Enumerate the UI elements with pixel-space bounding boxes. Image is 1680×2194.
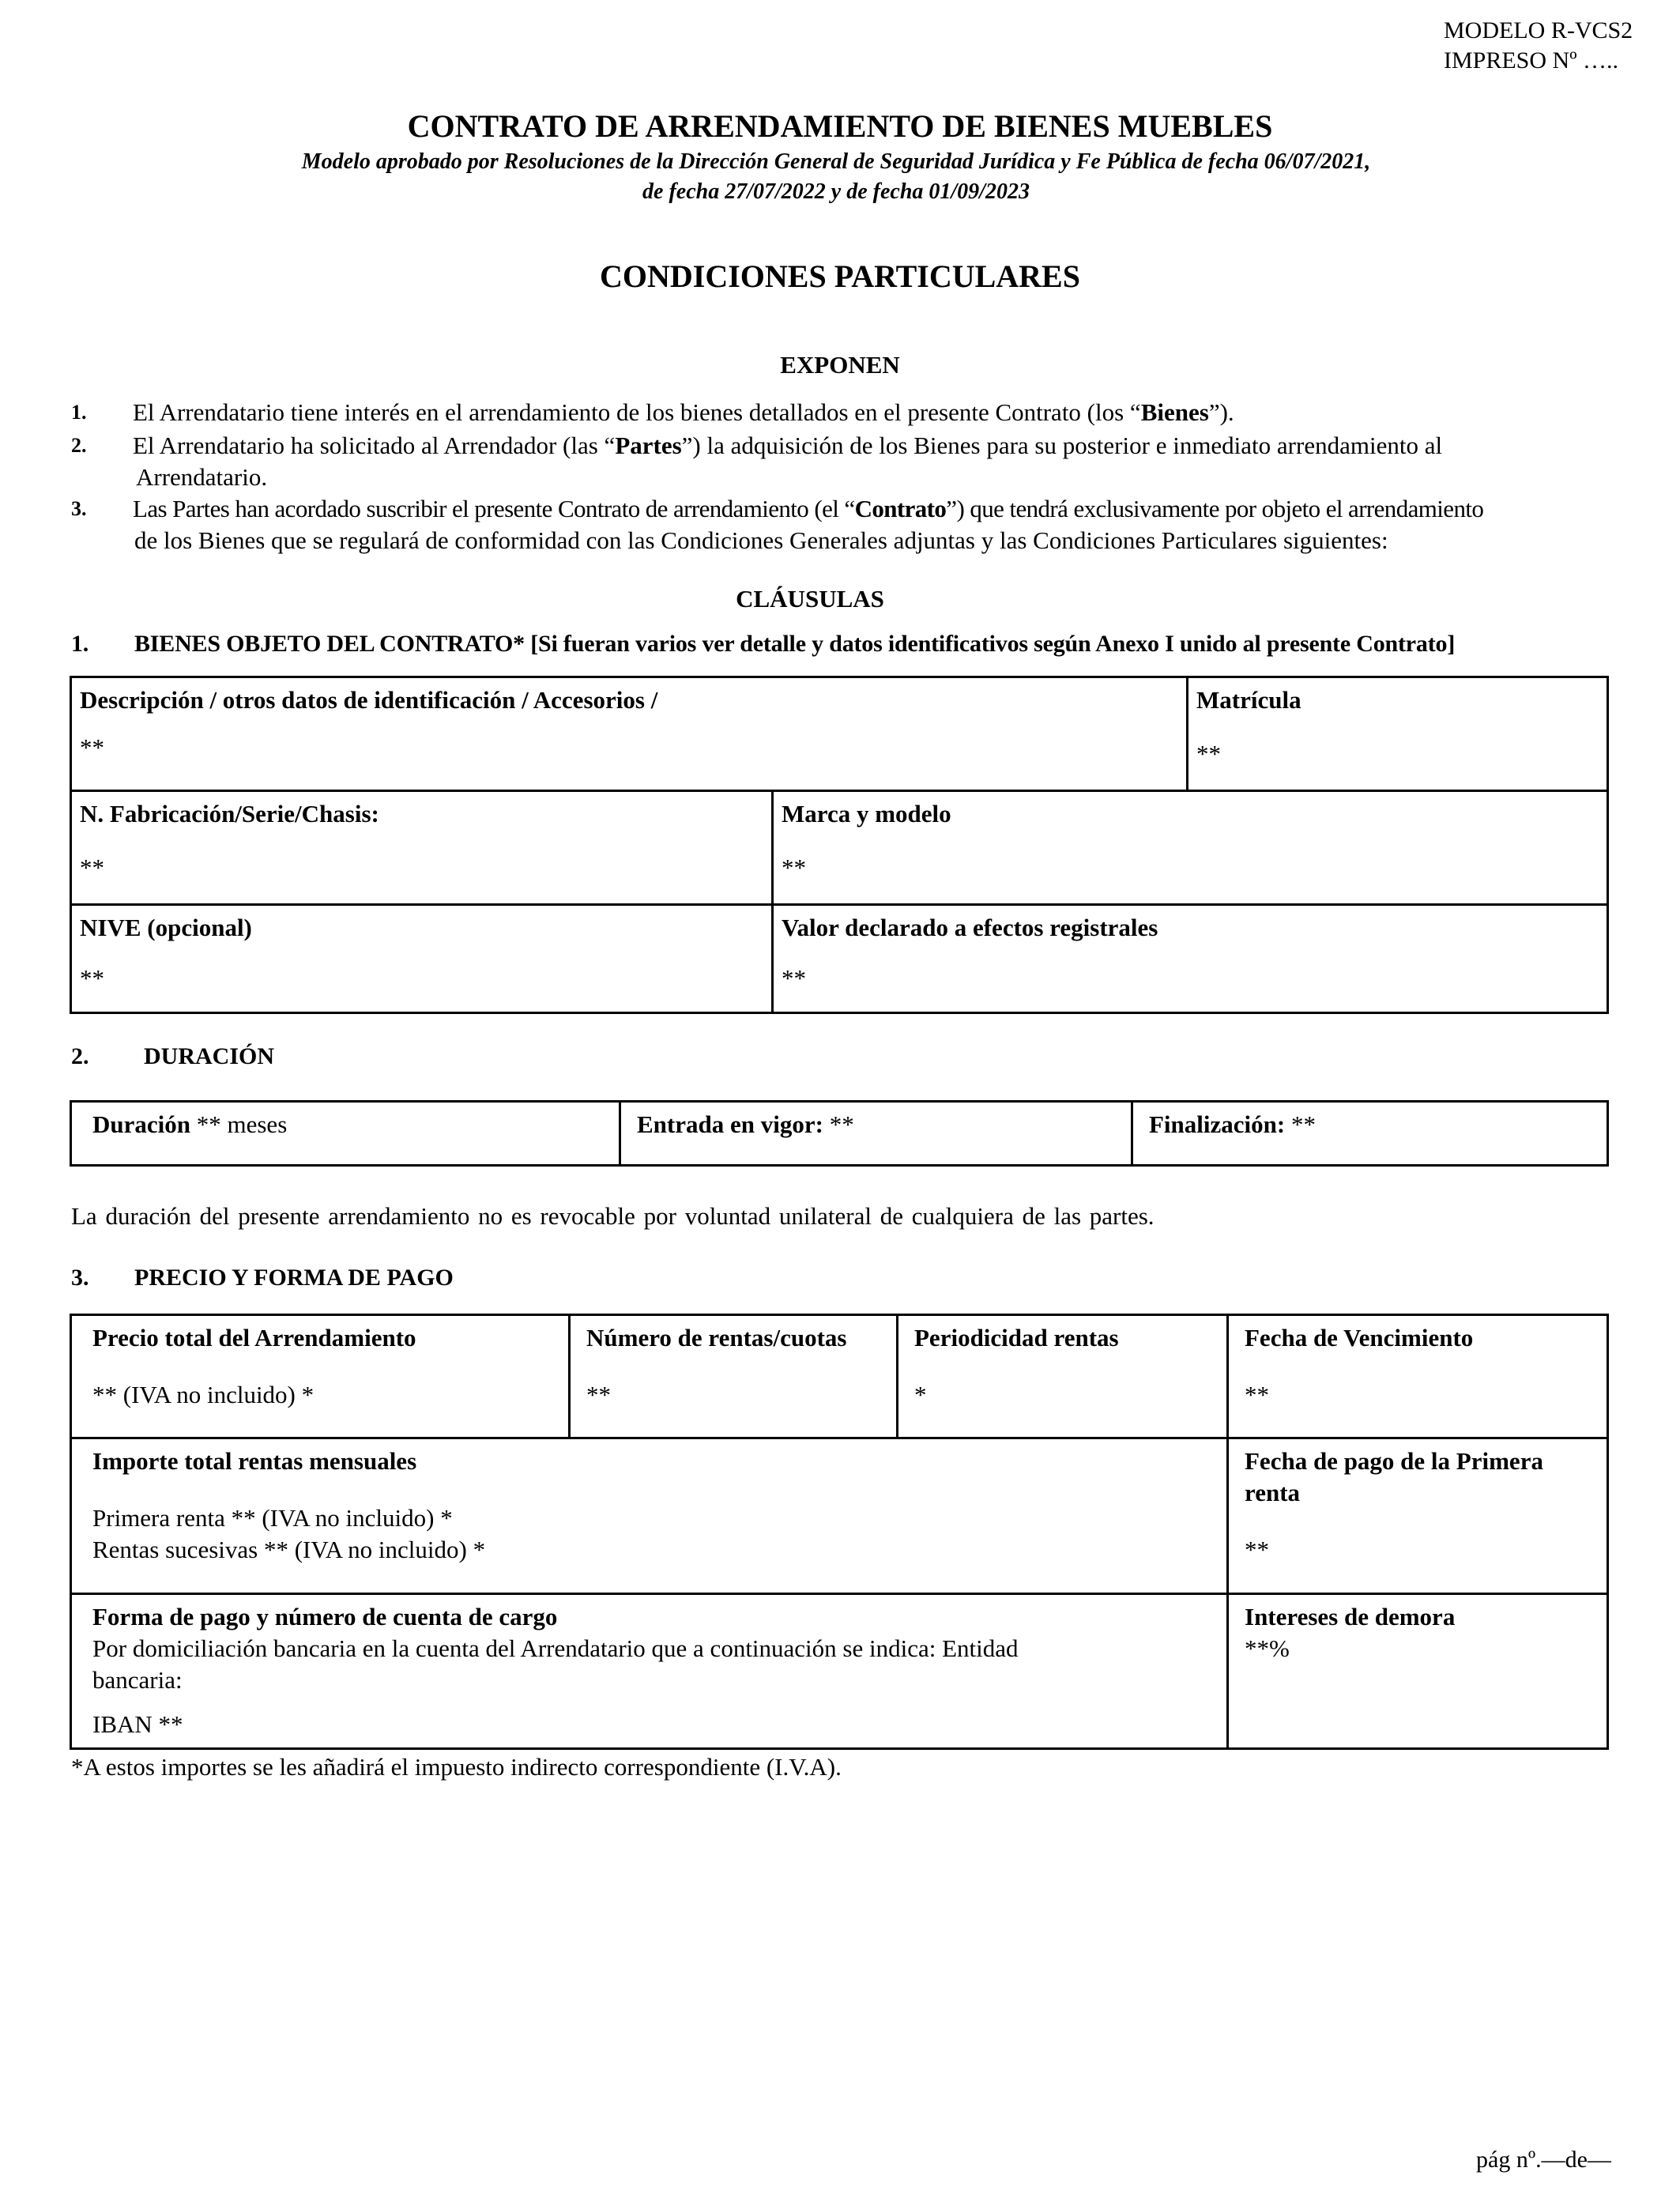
payment-method-text-2: bancaria: [92,1666,183,1694]
exponen-text: El Arrendatario ha solicitado al Arrendador (las “ [133,432,616,459]
exponen-text-continued: de los Bienes que se regulará de conformidad con las Condiciones Generales adjuntas y las Condiciones Particulares siguientes: [134,526,1388,554]
exponen-item-number: 1. [71,401,87,424]
exponen-item-2 [71,430,1620,493]
exponen-text: Las Partes han acordado suscribir el presente Contrato de arrendamiento (el “ [133,495,855,522]
section-3-heading [71,1265,454,1291]
price-table [70,1314,1609,1750]
exponen-defined-term: Contrato [854,495,947,522]
first-payment-date-value[interactable]: ** [1245,1536,1269,1563]
first-payment-date-cell [1237,1439,1608,1572]
nive-cell [72,906,771,1012]
start-date-cell [629,1103,1127,1147]
due-date-value[interactable]: ** [1245,1381,1269,1408]
due-date-cell [1237,1316,1608,1417]
model-code: MODELO R-VCS2 [1444,17,1633,43]
duration-label: Duración [92,1110,190,1138]
table-divider [568,1316,571,1437]
serial-value[interactable]: ** [80,854,104,881]
document-subtitle [158,147,1514,207]
exponen-text: ”) la adquisición de los Bienes para su posterior e inmediato arrendamiento al [681,432,1443,459]
start-date-value[interactable]: ** [823,1110,854,1138]
vat-note: *A estos importes se les añadirá el impuesto indirecto correspondiente (I.V.A). [71,1753,842,1781]
duration-table [70,1100,1609,1167]
duration-value[interactable]: ** meses [190,1110,288,1138]
clausulas-heading: CLÁUSULAS [736,585,884,613]
exponen-item-number: 2. [71,434,87,457]
iban-value[interactable]: IBAN ** [92,1710,183,1738]
registration-cell [1188,678,1607,790]
table-divider [1131,1103,1133,1164]
table-divider [1226,1316,1229,1747]
brand-model-cell [774,792,1607,903]
periodicity-value[interactable]: * [914,1381,927,1408]
exponen-text: El Arrendatario tiene interés en el arrendamiento de los bienes detallados en el presente Contrato (los “ [133,398,1141,426]
description-label: Descripción / otros datos de identificación / Accesorios / [80,686,658,714]
late-interest-value[interactable]: **% [1245,1634,1290,1662]
exponen-heading: EXPONEN [780,351,900,379]
declared-value-cell [774,906,1607,1012]
installments-label: Número de rentas/cuotas [586,1324,847,1351]
end-date-label: Finalización: [1149,1110,1286,1138]
brand-model-label: Marca y modelo [782,800,951,827]
goods-table [70,676,1609,1014]
due-date-label: Fecha de Vencimiento [1245,1324,1474,1351]
exponen-defined-term: Partes [615,432,682,459]
monthly-rents-label: Importe total rentas mensuales [92,1447,417,1475]
duration-note: La duración del presente arrendamiento no es revocable por voluntad unilateral de cualquiera de las partes. [71,1202,1155,1230]
total-price-label: Precio total del Arrendamiento [92,1324,416,1351]
exponen-item-number: 3. [71,497,87,520]
registration-label: Matrícula [1196,686,1301,714]
late-interest-label: Intereses de demora [1245,1603,1456,1630]
monthly-rents-cell [85,1439,1215,1572]
late-interest-cell [1237,1595,1608,1671]
exponen-text-continued: Arrendatario. [136,463,268,491]
nive-label: NIVE (opcional) [80,914,252,941]
brand-model-value[interactable]: ** [782,854,806,881]
print-number: IMPRESO Nº ….. [1444,47,1619,74]
serial-label: N. Fabricación/Serie/Chasis: [80,800,379,827]
section-2-heading [71,1043,274,1070]
duration-cell [85,1103,614,1147]
declared-value-label: Valor declarado a efectos registrales [782,914,1158,941]
exponen-item-3 [71,493,1620,556]
end-date-cell [1141,1103,1607,1147]
document-title: CONTRATO DE ARRENDAMIENTO DE BIENES MUEBLES [407,108,1273,144]
description-cell [72,678,1186,790]
section-title: CONDICIONES PARTICULARES [600,258,1080,294]
installments-cell [578,1316,895,1417]
successive-rents-value[interactable]: Rentas sucesivas ** (IVA no incluido) * [92,1536,486,1563]
start-date-label: Entrada en vigor: [637,1110,823,1138]
subtitle-line-2: de fecha 27/07/2022 y de fecha 01/09/2023 [642,179,1030,204]
periodicity-cell [906,1316,1222,1417]
section-3-title: PRECIO Y FORMA DE PAGO [134,1265,454,1291]
first-payment-date-label [1245,1446,1600,1509]
section-1-title: BIENES OBJETO DEL CONTRATO* [Si fueran varios ver detalle y datos identificativos según Anexo I unido al presente Contrato] [134,631,1456,657]
nive-value[interactable]: ** [80,964,104,992]
first-payment-date-label-line-2: renta [1245,1479,1301,1506]
page-number-footer: pág nº.—de— [1476,2147,1611,2173]
exponen-defined-term: Bienes [1140,398,1209,426]
model-header [1444,16,1633,76]
first-payment-date-label-line-1: Fecha de pago de la Primera [1245,1447,1543,1475]
section-number: 3. [71,1265,89,1291]
exponen-text: ”) que tendrá exclusivamente por objeto el arrendamiento [946,495,1484,522]
table-divider [896,1316,898,1437]
exponen-text: ”). [1208,398,1234,426]
payment-method-cell [85,1595,1215,1747]
total-price-value[interactable]: ** (IVA no incluido) * [92,1381,315,1408]
first-rent-value[interactable]: Primera renta ** (IVA no incluido) * [92,1504,453,1532]
total-price-cell [85,1316,559,1417]
serial-cell [72,792,771,903]
exponen-item-1 [71,397,1620,428]
section-number: 1. [71,631,89,657]
payment-method-text-1: Por domiciliación bancaria en la cuenta del Arrendatario que a continuación se indica: Entidad [92,1634,1019,1662]
installments-value[interactable]: ** [586,1381,611,1408]
section-number: 2. [71,1043,89,1069]
section-2-title: DURACIÓN [144,1043,274,1069]
subtitle-line-1: Modelo aprobado por Resoluciones de la Dirección General de Seguridad Jurídica y Fe Pública de fecha 06/07/2021, [301,149,1371,174]
periodicity-label: Periodicidad rentas [914,1324,1119,1351]
registration-value[interactable]: ** [1196,740,1221,767]
description-value[interactable]: ** [80,733,104,761]
payment-method-label: Forma de pago y número de cuenta de cargo [92,1603,558,1630]
end-date-value[interactable]: ** [1285,1110,1316,1138]
section-1-heading [71,631,1455,658]
table-divider [619,1103,621,1164]
declared-value-value[interactable]: ** [782,964,806,992]
